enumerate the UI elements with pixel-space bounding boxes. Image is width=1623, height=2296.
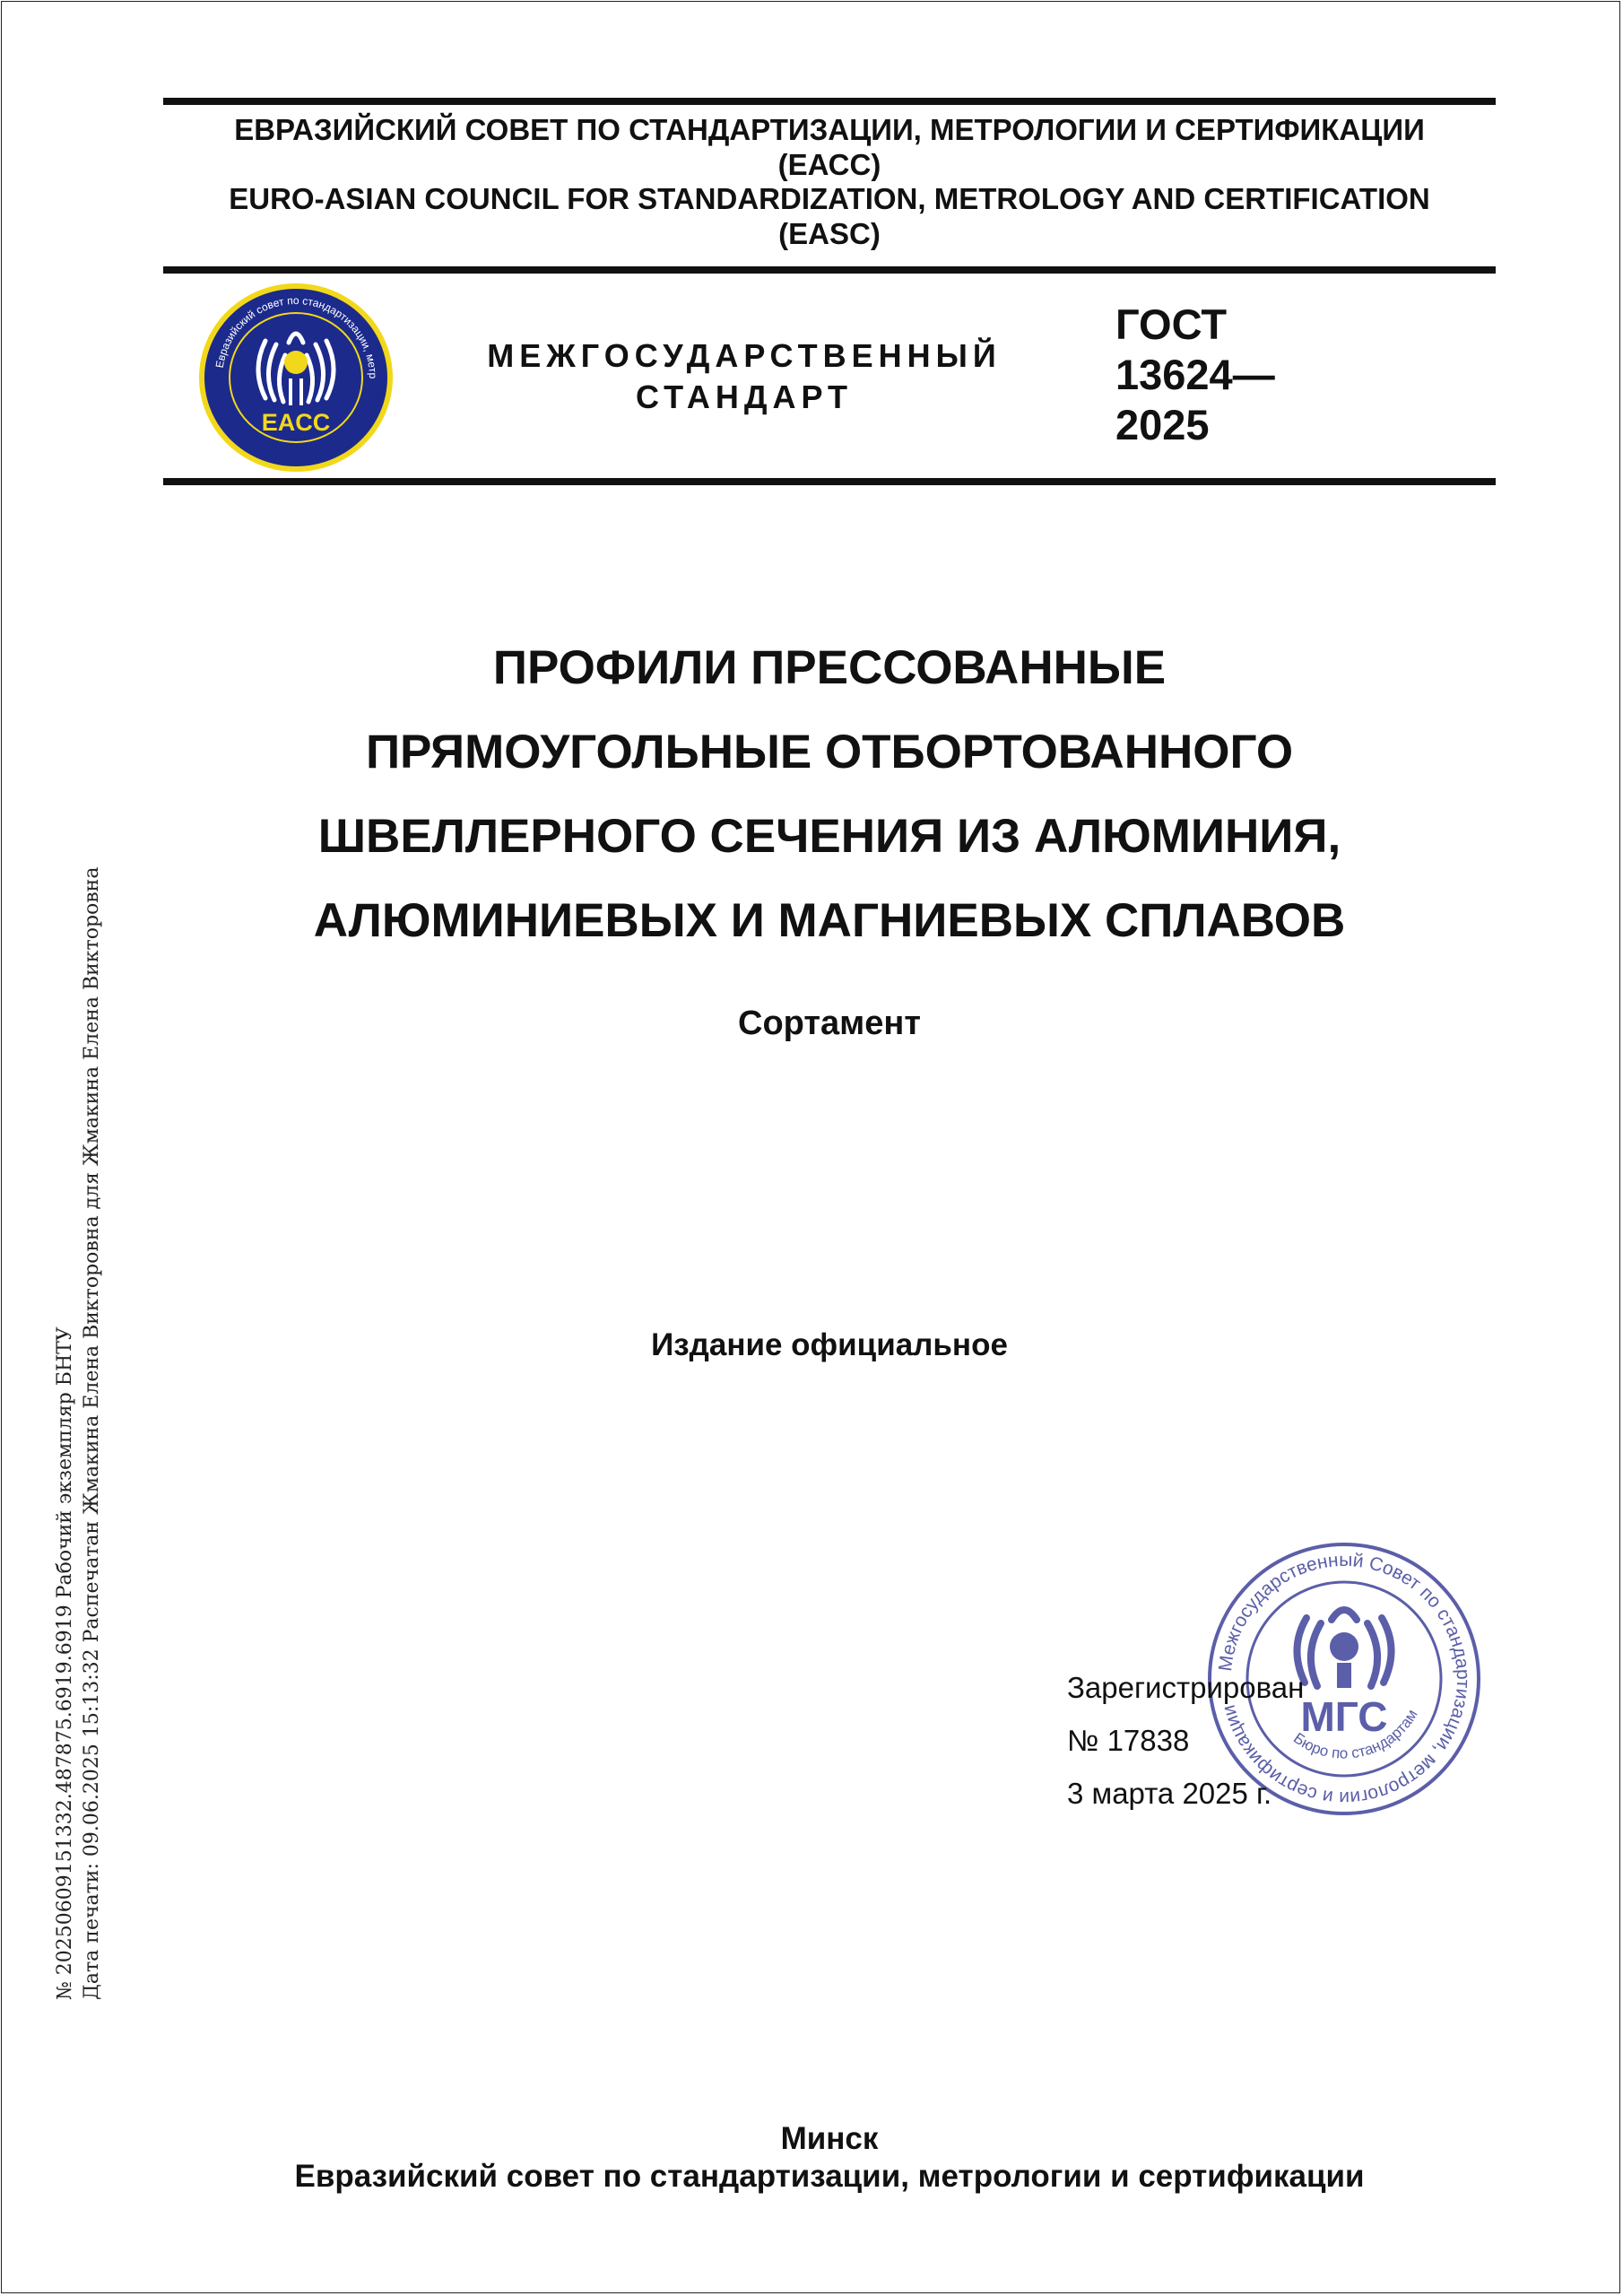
council-ru: ЕВРАЗИЙСКИЙ СОВЕТ ПО СТАНДАРТИЗАЦИИ, МЕТРОЛОГИИ И СЕРТИФИКАЦИИ: [234, 113, 1425, 146]
edition-note: Издание официальное: [651, 1327, 1008, 1362]
print-info-line1: № 20250609151332.487875.6919.6919 Рабочий экземпляр БНТУ: [54, 1326, 76, 2000]
title-line2: ПРЯМОУГОЛЬНЫЕ ОТБОРТОВАННОГО: [365, 726, 1294, 778]
council-en-abbr: (EASC): [778, 216, 881, 250]
council-header: [163, 113, 1496, 251]
registration-number: № 17838: [1067, 1724, 1190, 1757]
print-info-line2: Дата печати: 09.06.2025 15:13:32 Распечатан Жмакина Елена Викторовна для Жмакина Елена Викторовна: [81, 866, 103, 2000]
stamp-inner-text: Бюро по стандартам: [1290, 1706, 1421, 1762]
middle-rule: [163, 266, 1496, 274]
title-line4: АЛЮМИНИЕВЫХ И МАГНИЕВЫХ СПЛАВОВ: [313, 894, 1346, 947]
top-rule: [163, 98, 1496, 105]
title-line3: ШВЕЛЛЕРНОГО СЕЧЕНИЯ ИЗ АЛЮМИНИЯ,: [317, 810, 1341, 863]
registration-label: Зарегистрирован: [1067, 1671, 1305, 1704]
standard-type-line2: СТАНДАРТ: [636, 378, 853, 415]
gost-label: ГОСТ: [1115, 300, 1228, 348]
svg-text:Евразийский совет по стандарти: Евразийский совет по стандартизации, метр: [213, 293, 380, 379]
logo-text: EACC: [261, 409, 331, 436]
registration-date: 3 марта 2025 г.: [1067, 1777, 1272, 1810]
document-subtitle: Сортамент: [738, 1004, 921, 1042]
gost-number: [1115, 300, 1275, 450]
print-info-sidebar: [52, 867, 106, 2000]
registration-block: [1067, 1661, 1304, 1820]
council-ru-abbr: (ЕАСС): [777, 147, 881, 181]
stamp-center: МГС: [1300, 1693, 1388, 1740]
gost-code: 13624—: [1115, 351, 1275, 398]
title-line1: ПРОФИЛИ ПРЕССОВАННЫЕ: [492, 641, 1167, 694]
standard-type: [448, 335, 1040, 418]
footer: [163, 2120, 1496, 2196]
standard-type-line1: МЕЖГОСУДАРСТВЕННЫЙ: [487, 337, 1002, 374]
stamp-outer-text: Межгосударственный Совет по стандартизации, метрологии и сертификации: [1215, 1549, 1474, 1809]
bottom-header-rule: [163, 478, 1496, 485]
council-en: EURO-ASIAN COUNCIL FOR STANDARDIZATION, METROLOGY AND CERTIFICATION: [229, 182, 1430, 215]
footer-publisher: Евразийский совет по стандартизации, метрологии и сертификации: [294, 2159, 1365, 2194]
footer-city: Минск: [780, 2121, 879, 2156]
document-title: [179, 626, 1480, 963]
gost-year: 2025: [1115, 401, 1210, 448]
easc-emblem-icon: [195, 280, 396, 475]
